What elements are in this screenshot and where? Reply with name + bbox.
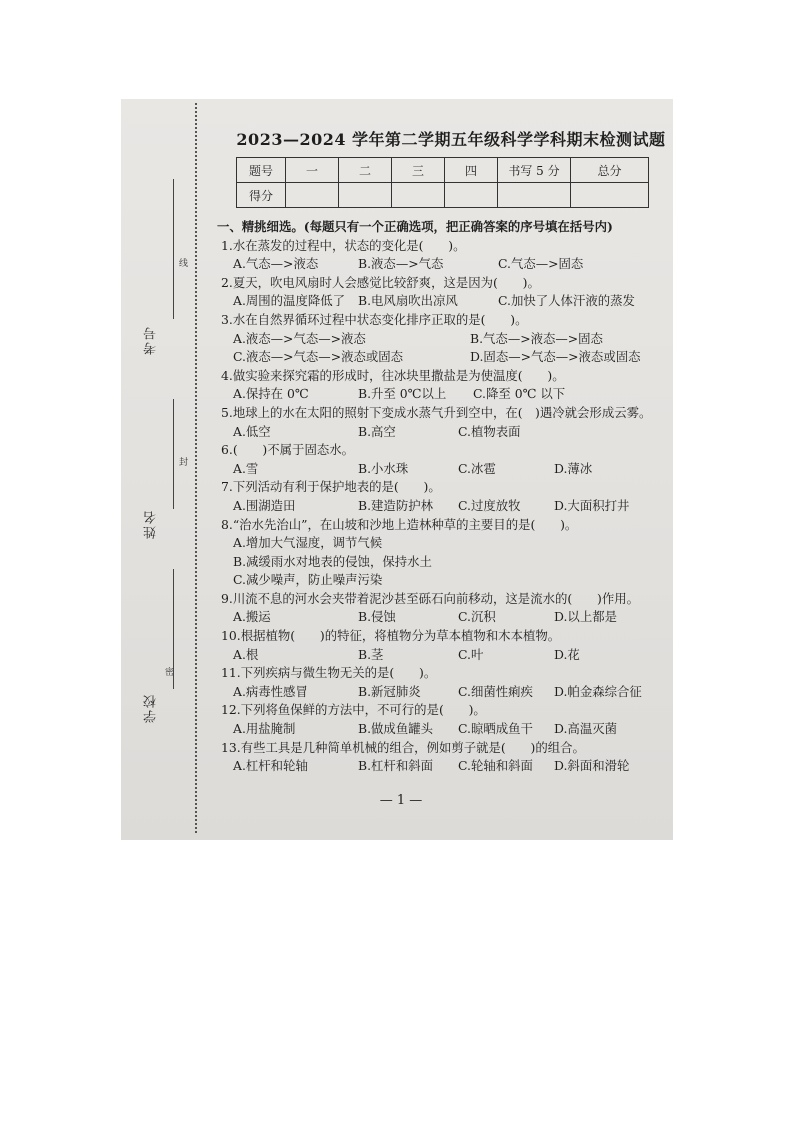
option: D.花 bbox=[554, 646, 580, 662]
option: D.大面积打井 bbox=[554, 497, 630, 513]
options-2 bbox=[217, 292, 662, 311]
option: D.薄冰 bbox=[554, 460, 593, 476]
question-7: 7.下列活动有利于保护地表的是( )。 bbox=[221, 479, 441, 495]
options-9 bbox=[217, 608, 662, 627]
option: A.低空 bbox=[233, 423, 271, 439]
mi-mark: 密 bbox=[165, 668, 175, 678]
option: D.固态—>气态—>液态或固态 bbox=[470, 349, 641, 365]
exam-photo bbox=[121, 99, 673, 840]
option: B.气态—>液态—>固态 bbox=[470, 330, 603, 346]
question-12: 12.下列将鱼保鲜的方法中，不可行的是( )。 bbox=[221, 702, 486, 718]
options-6 bbox=[217, 460, 662, 479]
score-cell: 书写 5 分 bbox=[498, 158, 571, 183]
option: C.植物表面 bbox=[458, 423, 521, 439]
option: B.升至 0℃以上 bbox=[358, 386, 447, 402]
score-table-score-row bbox=[237, 183, 649, 208]
question-10: 10.根据植物( )的特征，将植物分为草本植物和木本植物。 bbox=[221, 628, 561, 644]
option: A.根 bbox=[233, 646, 259, 662]
option: A.液态—>气态—>液态 bbox=[233, 330, 366, 346]
question-2: 2.夏天，吹电风扇时人会感觉比较舒爽，这是因为( )。 bbox=[221, 274, 540, 290]
binding-margin bbox=[121, 99, 201, 840]
score-cell: 二 bbox=[339, 158, 392, 183]
option: B.高空 bbox=[358, 423, 396, 439]
option: C.过度放牧 bbox=[458, 497, 521, 513]
question-4: 4.做实验来探究霜的形成时，往冰块里撒盐是为使温度( )。 bbox=[221, 367, 565, 383]
options-10 bbox=[217, 646, 662, 665]
option: A.保持在 0℃ bbox=[233, 386, 309, 402]
option: A.杠杆和轮轴 bbox=[233, 758, 308, 774]
score-blank[interactable] bbox=[571, 183, 649, 208]
question-11: 11.下列疾病与微生物无关的是( )。 bbox=[221, 665, 437, 681]
option: B.侵蚀 bbox=[358, 609, 396, 625]
score-table-header-row bbox=[237, 158, 649, 183]
score-blank[interactable] bbox=[392, 183, 445, 208]
option: C.加快了人体汗液的蒸发 bbox=[498, 293, 635, 309]
score-blank[interactable] bbox=[339, 183, 392, 208]
option: D.以上都是 bbox=[554, 609, 617, 625]
score-blank[interactable] bbox=[498, 183, 571, 208]
option: B.茎 bbox=[358, 646, 384, 662]
question-3: 3.水在自然界循环过程中状态变化排序正取的是( )。 bbox=[221, 311, 528, 327]
question-list bbox=[217, 218, 662, 776]
option: B.做成鱼罐头 bbox=[358, 721, 433, 737]
option: A.搬运 bbox=[233, 609, 271, 625]
name-label: 姓名 bbox=[144, 509, 159, 539]
option: C.减少噪声，防止噪声污染 bbox=[233, 572, 383, 588]
score-cell: 题号 bbox=[237, 158, 286, 183]
score-blank[interactable] bbox=[286, 183, 339, 208]
option: C.液态—>气态—>液态或固态 bbox=[233, 349, 404, 365]
xian-mark: 线 bbox=[179, 259, 189, 269]
option: C.冰雹 bbox=[458, 460, 496, 476]
exam-no-fill-line bbox=[173, 179, 174, 319]
option: B.电风扇吹出凉风 bbox=[358, 293, 458, 309]
exam-no-label: 考号 bbox=[144, 325, 159, 355]
options-5 bbox=[217, 423, 662, 442]
score-blank[interactable] bbox=[445, 183, 498, 208]
option: A.围湖造田 bbox=[233, 497, 296, 513]
option: B.新冠肺炎 bbox=[358, 683, 421, 699]
option: C.叶 bbox=[458, 646, 484, 662]
options-3a bbox=[217, 330, 662, 349]
question-9: 9.川流不息的河水会夹带着泥沙甚至砾石向前移动，这是流水的( )作用。 bbox=[221, 590, 639, 606]
option: A.用盐腌制 bbox=[233, 721, 296, 737]
option: A.气态—>液态 bbox=[233, 256, 319, 272]
question-5: 5.地球上的水在太阳的照射下变成水蒸气升到空中，在( )遇冷就会形成云雾。 bbox=[221, 404, 652, 420]
option: C.沉积 bbox=[458, 609, 496, 625]
option: B.液态—>气态 bbox=[358, 256, 444, 272]
option: D.高温灭菌 bbox=[554, 721, 617, 737]
options-13 bbox=[217, 757, 662, 776]
score-cell: 得分 bbox=[237, 183, 286, 208]
score-cell: 总分 bbox=[571, 158, 649, 183]
score-cell: 四 bbox=[445, 158, 498, 183]
question-1: 1.水在蒸发的过程中，状态的变化是( )。 bbox=[221, 237, 466, 253]
exam-title: 2023—2024 学年第二学期五年级科学学科期末检测试题 bbox=[236, 130, 666, 149]
options-12 bbox=[217, 720, 662, 739]
name-fill-line bbox=[173, 399, 174, 509]
section-heading: 一、精挑细选。(每题只有一个正确选项，把正确答案的序号填在括号内) bbox=[217, 219, 613, 234]
options-3b bbox=[217, 348, 662, 367]
page-number: — 1 — bbox=[379, 793, 423, 808]
binding-dotted-line bbox=[195, 103, 197, 833]
option: C.细菌性痢疾 bbox=[458, 683, 533, 699]
option: D.帕金森综合征 bbox=[554, 683, 642, 699]
option: B.杠杆和斜面 bbox=[358, 758, 433, 774]
option: D.斜面和滑轮 bbox=[554, 758, 630, 774]
option: B.小水珠 bbox=[358, 460, 409, 476]
score-cell: 一 bbox=[286, 158, 339, 183]
option: A.增加大气湿度，调节气候 bbox=[233, 535, 383, 551]
options-11 bbox=[217, 683, 662, 702]
question-8: 8.“治水先治山”，在山坡和沙地上造林种草的主要目的是( )。 bbox=[221, 516, 578, 532]
option: C.轮轴和斜面 bbox=[458, 758, 533, 774]
question-6: 6.( )不属于固态水。 bbox=[221, 442, 355, 458]
option: B.建造防护林 bbox=[358, 497, 433, 513]
options-4 bbox=[217, 385, 662, 404]
option: B.减缓雨水对地表的侵蚀，保持水土 bbox=[233, 553, 432, 569]
feng-mark: 封 bbox=[179, 458, 189, 468]
options-7 bbox=[217, 497, 662, 516]
option: A.周围的温度降低了 bbox=[233, 293, 346, 309]
option: C.降至 0℃ 以下 bbox=[473, 386, 566, 402]
option: A.雪 bbox=[233, 460, 259, 476]
option: C.晾晒成鱼干 bbox=[458, 721, 533, 737]
options-1 bbox=[217, 255, 662, 274]
score-cell: 三 bbox=[392, 158, 445, 183]
school-label: 学校 bbox=[144, 693, 159, 723]
option: C.气态—>固态 bbox=[498, 256, 584, 272]
option: A.病毒性感冒 bbox=[233, 683, 308, 699]
question-13: 13.有些工具是几种简单机械的组合，例如剪子就是( )的组合。 bbox=[221, 739, 585, 755]
score-table bbox=[236, 157, 649, 208]
